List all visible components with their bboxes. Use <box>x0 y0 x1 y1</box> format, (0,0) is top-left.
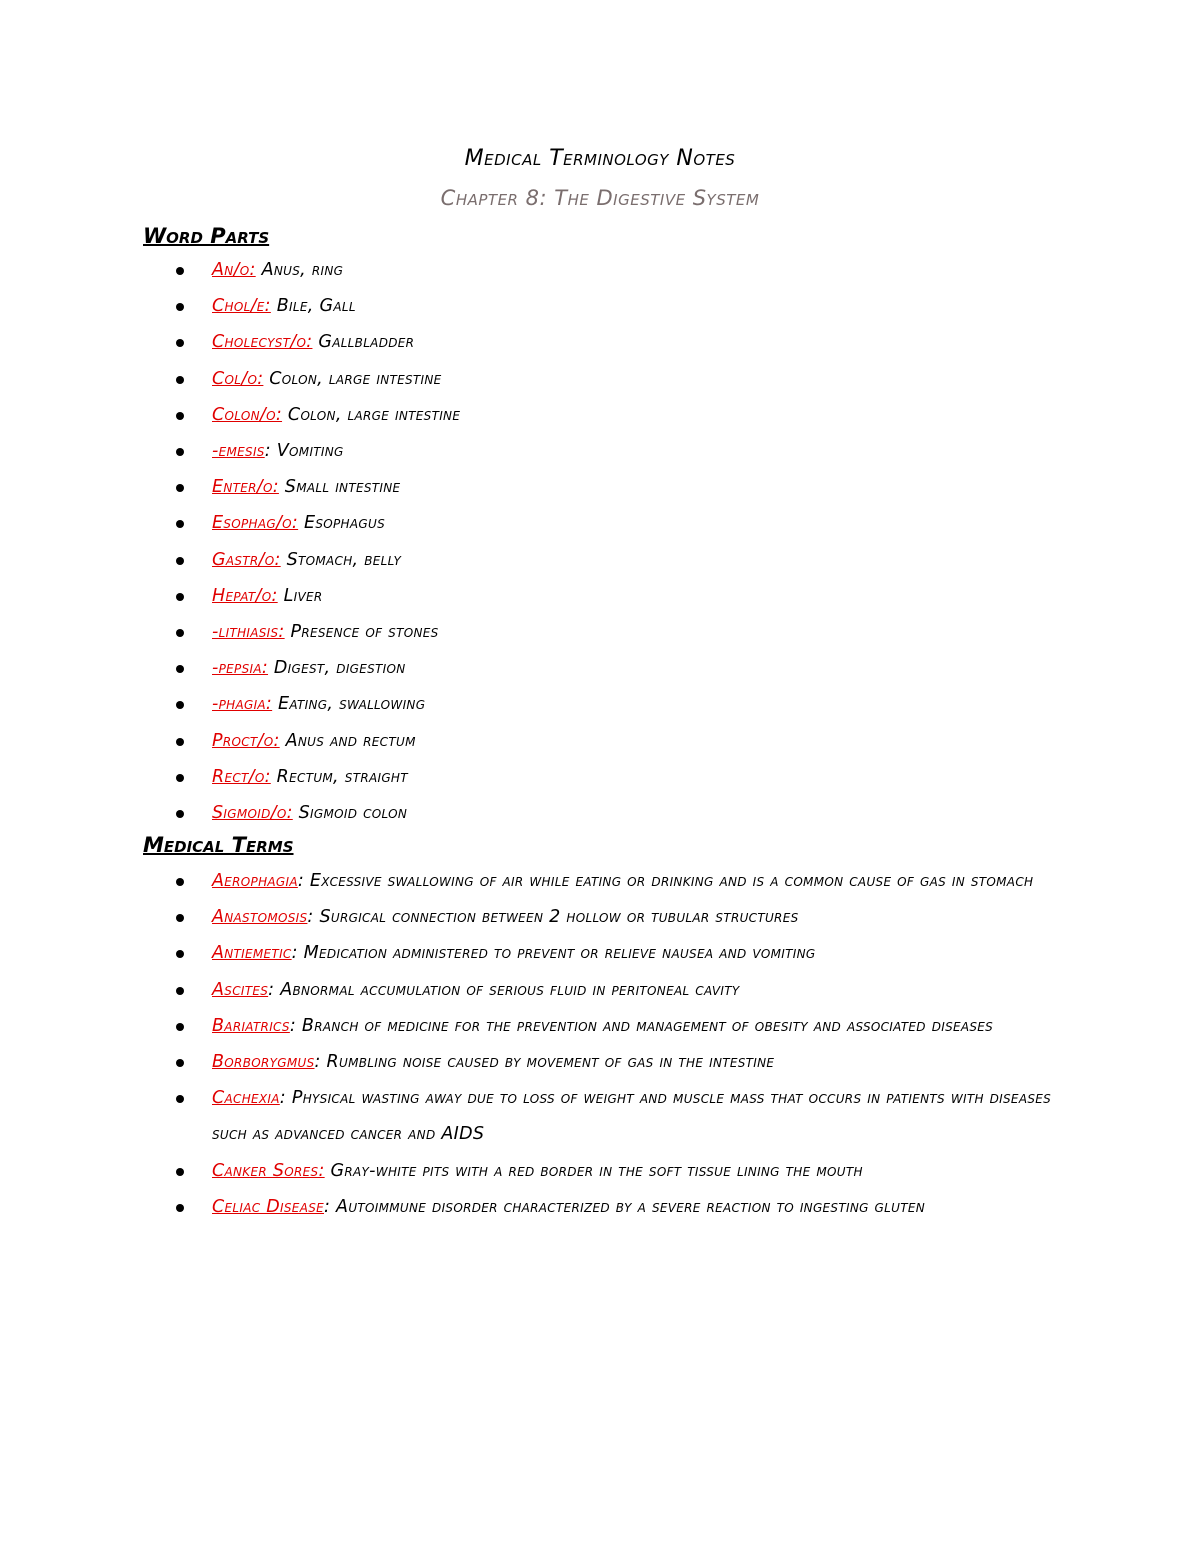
medical-term-item <box>0 935 1200 971</box>
bullet-icon <box>176 810 184 818</box>
medical-term-item <box>0 899 1200 935</box>
document-subtitle: Chapter 8: The Digestive System <box>440 186 760 210</box>
term-definition: Rectum, straight <box>276 766 408 787</box>
bullet-icon <box>176 557 184 565</box>
term-label: Bariatrics <box>212 1015 290 1036</box>
term-label: Esophag/o: <box>212 513 299 534</box>
term-label: Colon/o: <box>212 404 283 425</box>
term-definition: : Physical wasting away due to loss of weight and muscle mass that occurs in patients with diseases such as advanced cancer and AIDS <box>212 1088 1052 1145</box>
bullet-icon <box>176 520 184 528</box>
medical-term-item <box>0 1044 1200 1080</box>
bullet-icon <box>176 412 184 420</box>
term-definition: : Branch of medicine for the prevention and management of obesity and associated diseases <box>289 1015 994 1036</box>
term-definition: Gray-white pits with a red border in the soft tissue lining the mouth <box>330 1160 863 1181</box>
word-part-item <box>0 397 1200 433</box>
word-part-item <box>0 723 1200 759</box>
term-definition: : Abnormal accumulation of serious fluid in peritoneal cavity <box>268 979 740 1000</box>
term-label: Cachexia <box>212 1088 280 1109</box>
bullet-icon <box>176 448 184 456</box>
medical-term-item <box>0 1189 1200 1225</box>
term-label: Canker Sores: <box>212 1160 325 1181</box>
term-label: Cholecyst/o: <box>212 332 313 353</box>
medical-terms-heading: Medical Terms <box>143 833 294 857</box>
term-label: Celiac Disease <box>212 1196 324 1217</box>
term-definition: Colon, large intestine <box>287 404 461 425</box>
term-label: -pepsia: <box>212 658 269 679</box>
word-part-item <box>0 795 1200 831</box>
term-label: Anastomosis <box>212 907 308 928</box>
term-label: Aerophagia <box>212 871 298 891</box>
bullet-icon <box>176 376 184 384</box>
term-label: Antiemetic <box>212 943 292 964</box>
term-definition: : Vomiting <box>264 441 344 462</box>
term-definition: Sigmoid colon <box>298 803 408 824</box>
word-part-item <box>0 505 1200 541</box>
bullet-icon <box>176 1204 184 1212</box>
bullet-icon <box>176 701 184 709</box>
term-label: Col/o: <box>212 368 264 389</box>
word-part-item <box>0 686 1200 722</box>
word-part-item <box>0 288 1200 324</box>
term-definition: Colon, large intestine <box>269 368 442 389</box>
medical-term-item <box>0 863 1200 899</box>
document-title: Medical Terminology Notes <box>464 146 736 171</box>
word-part-item <box>0 324 1200 360</box>
term-label: Enter/o: <box>212 477 279 498</box>
term-definition: Presence of stones <box>290 622 439 643</box>
bullet-icon <box>176 484 184 492</box>
term-label: Sigmoid/o: <box>212 803 293 824</box>
term-definition: Eating, swallowing <box>278 694 426 715</box>
term-label: Hepat/o: <box>212 585 278 606</box>
term-definition: Digest, digestion <box>273 658 406 679</box>
term-definition: : Autoimmune disorder characterized by a severe reaction to ingesting gluten <box>324 1196 926 1217</box>
medical-term-item <box>0 1008 1200 1044</box>
bullet-icon <box>176 593 184 601</box>
bullet-icon <box>176 1059 184 1067</box>
word-part-item <box>0 252 1200 288</box>
term-label: Borborygmus <box>212 1052 315 1073</box>
bullet-icon <box>176 774 184 782</box>
word-part-item <box>0 542 1200 578</box>
term-definition: Bile, Gall <box>276 296 356 317</box>
medical-term-item <box>0 1153 1200 1189</box>
bullet-icon <box>176 987 184 995</box>
term-definition: Anus, ring <box>261 260 344 280</box>
term-definition: Small intestine <box>284 477 401 498</box>
term-definition: Anus and rectum <box>285 730 416 751</box>
term-definition: : Surgical connection between 2 hollow or tubular structures <box>307 907 799 928</box>
term-label: -emesis <box>212 441 265 462</box>
term-label: Proct/o: <box>212 730 280 751</box>
bullet-icon <box>176 878 184 886</box>
term-label: -phagia: <box>212 694 273 715</box>
medical-term-item <box>0 1080 1200 1152</box>
term-definition: Stomach, belly <box>286 549 402 570</box>
word-part-item <box>0 433 1200 469</box>
term-label: An/o: <box>212 260 256 280</box>
bullet-icon <box>176 339 184 347</box>
word-part-item <box>0 361 1200 397</box>
medical-term-item <box>0 972 1200 1008</box>
term-label: Ascites <box>212 979 269 1000</box>
term-definition: : Rumbling noise caused by movement of gas in the intestine <box>314 1052 775 1073</box>
word-parts-heading: Word Parts <box>143 224 270 248</box>
term-definition: Esophagus <box>304 513 385 534</box>
bullet-icon <box>176 629 184 637</box>
term-definition: : Excessive swallowing of air while eating or drinking and is a common cause of gas in stomach <box>297 871 1034 891</box>
word-part-item <box>0 614 1200 650</box>
term-label: Gastr/o: <box>212 549 281 570</box>
word-parts-list <box>0 252 1200 831</box>
bullet-icon <box>176 303 184 311</box>
bullet-icon <box>176 665 184 673</box>
term-label: Chol/e: <box>212 296 271 317</box>
term-definition: Liver <box>283 585 323 606</box>
bullet-icon <box>176 914 184 922</box>
term-label: -lithiasis: <box>212 622 285 643</box>
term-definition: : Medication administered to prevent or relieve nausea and vomiting <box>291 943 816 964</box>
bullet-icon <box>176 1168 184 1176</box>
word-part-item <box>0 469 1200 505</box>
word-part-item <box>0 759 1200 795</box>
bullet-icon <box>176 1095 184 1103</box>
term-label: Rect/o: <box>212 766 271 787</box>
bullet-icon <box>176 738 184 746</box>
word-part-item <box>0 578 1200 614</box>
medical-terms-list <box>0 863 1200 1225</box>
term-definition: Gallbladder <box>318 332 415 353</box>
bullet-icon <box>176 1023 184 1031</box>
word-part-item <box>0 650 1200 686</box>
bullet-icon <box>176 267 184 275</box>
bullet-icon <box>176 950 184 958</box>
